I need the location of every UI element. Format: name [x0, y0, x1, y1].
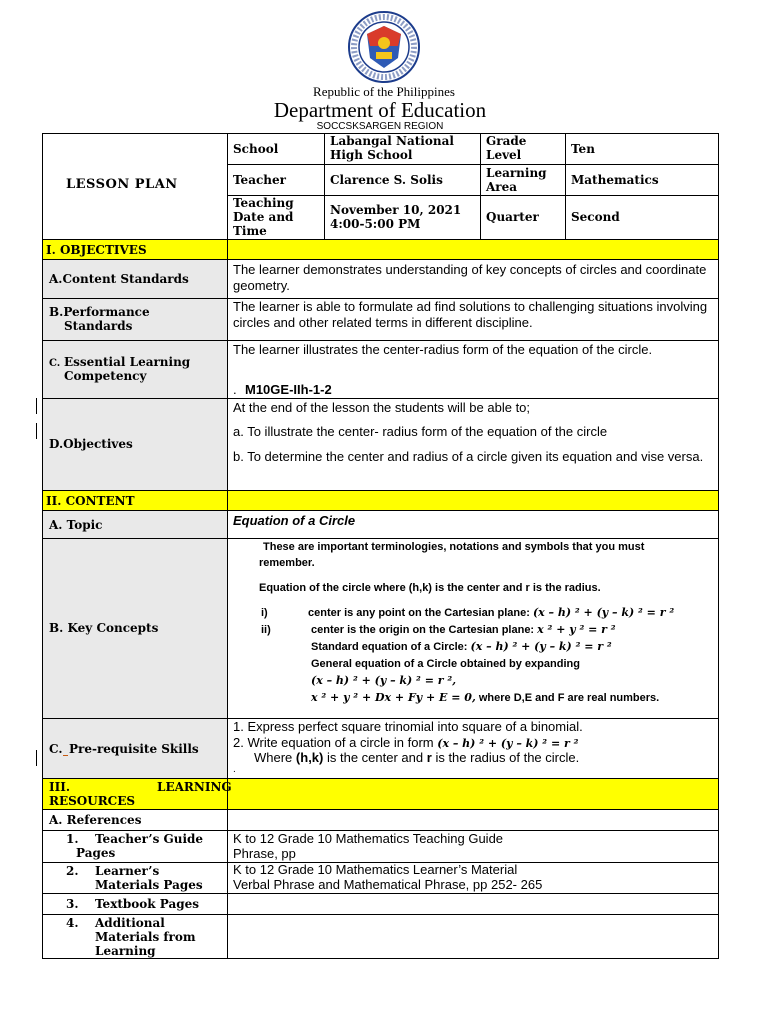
kc-general-math-1: (x – h) ² + (y – k) ² = r ², [311, 674, 457, 687]
republic-text: Republic of the Philippines [313, 84, 455, 99]
lesson-plan-title: LESSON PLAN [66, 177, 178, 192]
kc-general: General equation of a Circle obtained by expanding [311, 658, 580, 670]
prereq-3-e: is the radius of the circle. [435, 750, 580, 765]
time-value: 4:00-5:00 PM [330, 217, 421, 231]
quarter-value: Second [571, 210, 620, 224]
prereq-3-d: r [426, 750, 432, 765]
prereq-3-a: Where [254, 750, 293, 765]
r4-num: 4. [66, 916, 79, 930]
r2-text-1: K to 12 Grade 10 Mathematics Learner’s Material [233, 862, 518, 877]
resources-heading-3: RESOURCES [49, 794, 136, 808]
date-label: Teaching Date and Time [233, 196, 294, 238]
kc-intro-2: remember. [259, 557, 315, 569]
school-label: School [233, 142, 279, 156]
content-label-column-bg [43, 510, 228, 778]
resources-heading-2: LEARNING [157, 780, 232, 794]
kc-item-i-desc: center is any point on the Cartesian plane: [308, 607, 530, 619]
performance-standards-label-2: Standards [64, 319, 133, 333]
competency-code: M10GE-IIh-1-2 [245, 382, 332, 397]
r1-label-2: Pages [76, 846, 116, 860]
kc-standard-math: (x – h) ² + (y – k) ² = r ² [470, 640, 612, 653]
resources-heading-bg [43, 778, 718, 809]
prereq-2-math: (x – h) ² + (y – k) ² = r ² [437, 737, 579, 750]
kc-item-ii-text [311, 622, 616, 638]
date-value: November 10, 2021 [330, 203, 462, 217]
edit-cursor [36, 423, 37, 439]
department-title: Department of Education [273, 98, 487, 122]
kc-item-ii-num: ii) [261, 624, 271, 636]
deped-seal [343, 10, 425, 84]
prereq-3-c: is the center and [327, 750, 424, 765]
grade-label: Grade Level [486, 134, 527, 162]
kc-item-ii-math: x ² + y ² = r ² [537, 623, 616, 636]
competency-prefix: C. [49, 358, 61, 369]
competency-dot: . [233, 382, 237, 397]
r2-text-2: Verbal Phrase and Mathematical Phrase, pp 252- 265 [233, 877, 543, 892]
r2-num: 2. [66, 864, 79, 878]
competency-label-1: Essential Learning [64, 355, 191, 369]
teacher-value: Clarence S. Solis [330, 173, 443, 187]
references-label: A. References [49, 813, 142, 827]
kc-general-math-2: x ² + y ² + Dx + Fy + E = 0, [311, 691, 476, 704]
area-label: Learning Area [486, 166, 547, 194]
r3-num: 3. [66, 897, 79, 911]
teacher-label: Teacher [233, 173, 286, 187]
content-heading-bg [43, 490, 718, 510]
prereq-label: Pre-requisite Skills [69, 742, 199, 756]
area-value: Mathematics [571, 173, 659, 187]
key-concepts-label: B. Key Concepts [49, 621, 159, 635]
r1-num: 1. [66, 832, 79, 846]
prereq-underline-mark [63, 755, 68, 756]
kc-item-i-math: (x – h) ² + (y – k) ² = r ² [532, 606, 675, 619]
kc-general-tail: where D,E and F are real numbers. [478, 692, 660, 704]
r1-text-2: Phrase, pp [233, 846, 296, 861]
topic-label: A. Topic [49, 518, 103, 532]
kc-item-i-num: i) [261, 607, 268, 619]
performance-standards-text: The learner is able to formulate ad find solutions to challenging situations involving circles and other related terms in different discipline. [233, 299, 708, 330]
prereq-3-b: (h,k) [295, 750, 324, 765]
objectives-label: D.Objectives [49, 437, 133, 451]
content-standards-text: The learner demonstrates understanding of key concepts of circles and coordinate geometry. [233, 262, 707, 293]
competency-label-2: Competency [64, 369, 147, 383]
prereq-prefix: C. [49, 742, 63, 756]
kc-item-i-text [308, 605, 674, 621]
edit-cursor [36, 750, 37, 766]
competency-text: The learner illustrates the center-radius form of the equation of the circle. [233, 342, 653, 357]
kc-standard-desc: Standard equation of a Circle: [311, 641, 468, 653]
resources-heading-1: III. [49, 780, 71, 794]
content-heading: II. CONTENT [46, 494, 135, 508]
r2-label-1: Learner’s [95, 864, 160, 878]
r4-label-2: Materials from [95, 930, 196, 944]
school-value: Labangal National High School [330, 134, 454, 162]
r3-label: Textbook Pages [95, 897, 200, 911]
quarter-label: Quarter [486, 210, 539, 224]
r2-label-2: Materials Pages [95, 878, 203, 892]
r1-text-1: K to 12 Grade 10 Mathematics Teaching Guide [233, 831, 504, 846]
topic-value: Equation of a Circle [233, 513, 356, 528]
grade-value: Ten [571, 142, 595, 156]
objectives-heading: I. OBJECTIVES [46, 243, 147, 257]
prereq-1: 1. Express perfect square trinomial into square of a binomial. [233, 719, 583, 734]
r1-label-1: Teacher’s Guide [95, 832, 204, 846]
kc-standard [311, 639, 612, 655]
kc-item-ii-desc: center is the origin on the Cartesian plane: [311, 624, 535, 636]
performance-standards-label-1: B.Performance [49, 305, 150, 319]
kc-general-math-2-line [311, 690, 659, 706]
r4-label-3: Learning [95, 944, 156, 958]
prereq-3 [254, 750, 579, 766]
edit-cursor [36, 398, 37, 414]
objective-a: a. To illustrate the center- radius form of the equation of the circle [233, 424, 608, 439]
kc-definition: Equation of the circle where (h,k) is the center and r is the radius. [259, 582, 601, 594]
r4-label-1: Additional [95, 916, 165, 930]
kc-intro-1: These are important terminologies, notations and symbols that you must [263, 541, 645, 553]
prereq-4: . [233, 764, 236, 775]
seal-icon [343, 10, 425, 84]
prereq-2-text: 2. Write equation of a circle in form [233, 735, 434, 750]
objectives-intro: At the end of the lesson the students will be able to; [233, 400, 531, 415]
content-standards-label: A.Content Standards [49, 272, 189, 286]
objective-b: b. To determine the center and radius of a circle given its equation and vise versa. [233, 449, 704, 464]
region-text: SOCCSKSARGEN REGION [316, 121, 444, 132]
